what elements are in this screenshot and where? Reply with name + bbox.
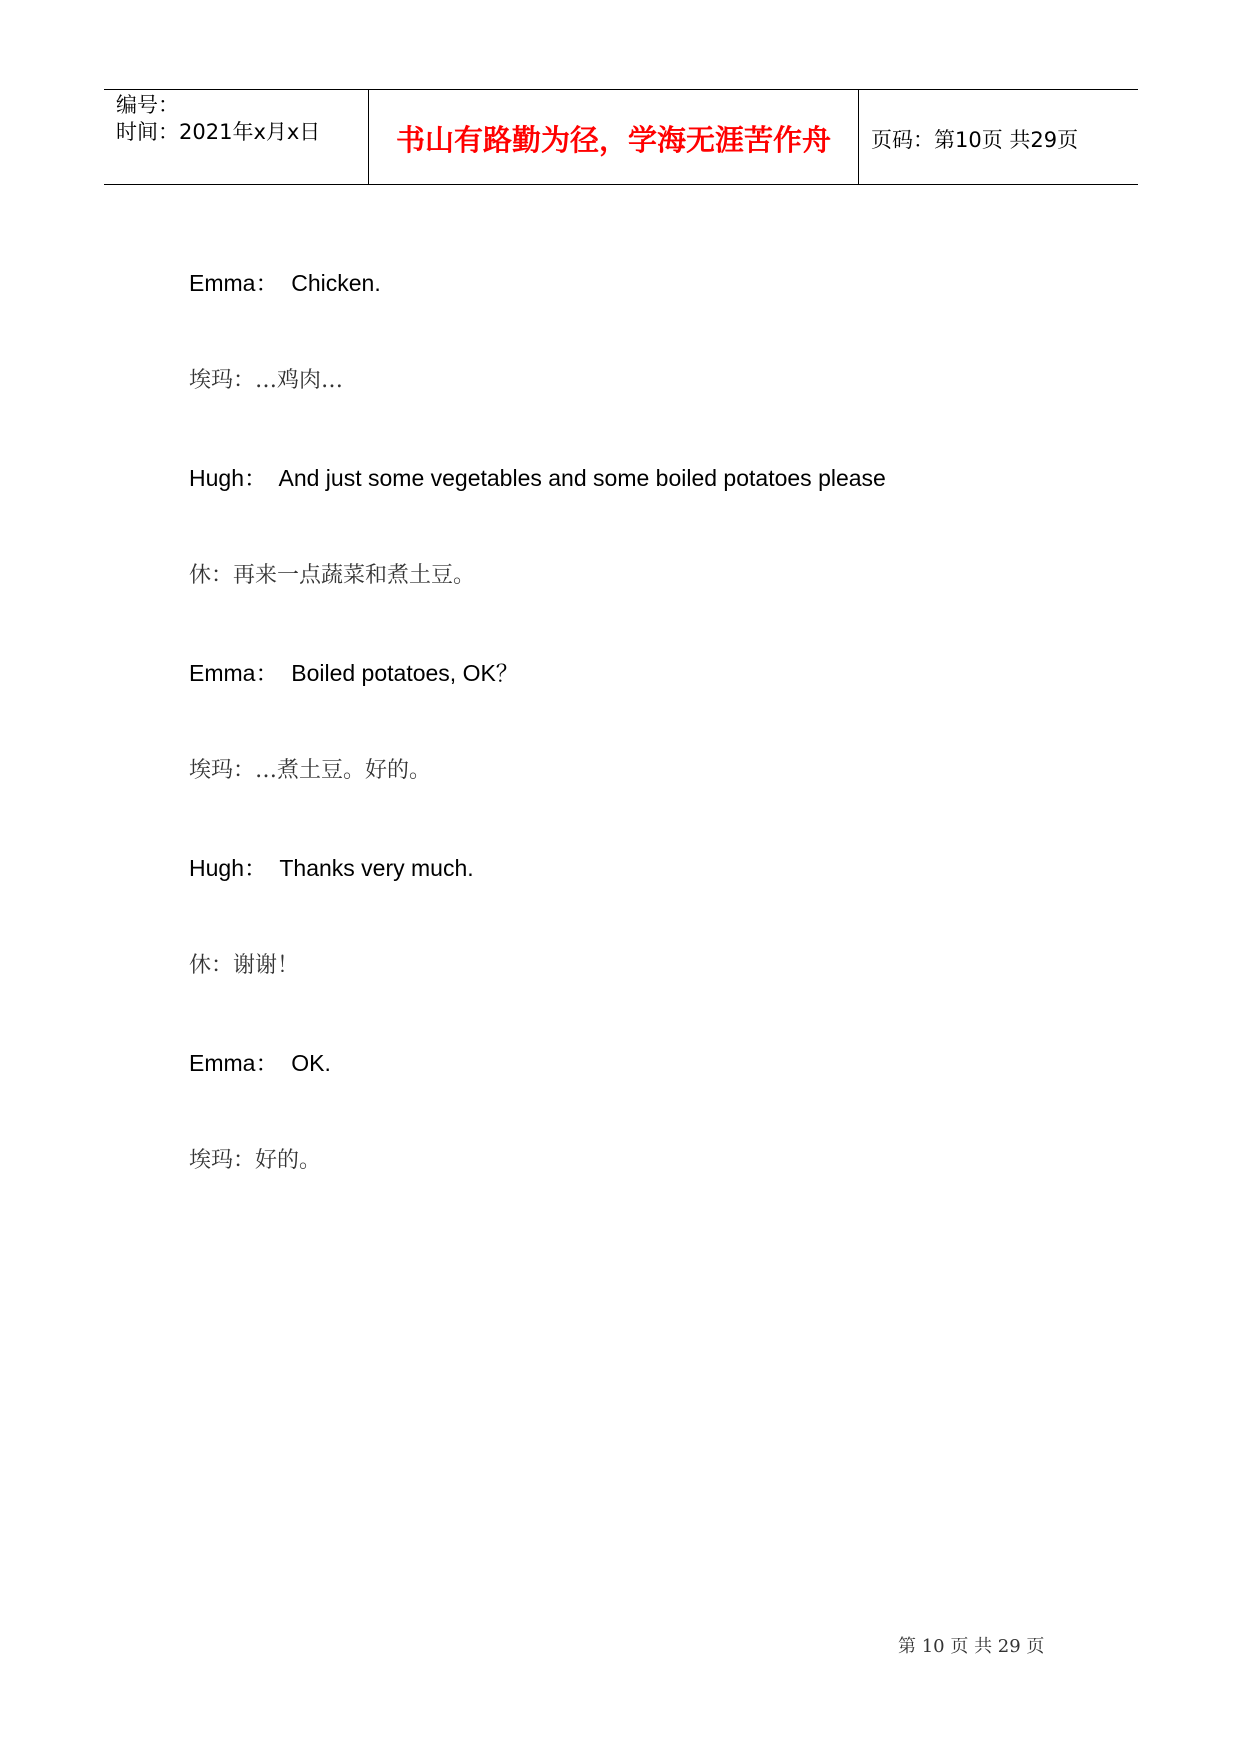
dialogue-line: Emma： Chicken. (189, 270, 381, 296)
header-motto-cell (369, 90, 859, 184)
document-time-label: 时间：2021年x月x日 (116, 120, 321, 144)
dialogue-line: Hugh： And just some vegetables and some boiled potatoes please (189, 465, 886, 491)
dialogue-line: 埃玛：…鸡肉… (189, 368, 344, 393)
dialogue-line: 埃玛：…煮土豆。好的。 (189, 758, 432, 783)
dialogue-line: 休：谢谢！ (189, 953, 300, 978)
dialogue-line: Emma： Boiled potatoes, OK？ (189, 660, 519, 686)
header-page-code: 页码：第10页 共29页 (871, 128, 1079, 152)
dialogue-line: 埃玛：好的。 (189, 1148, 322, 1173)
dialogue-line: 休：再来一点蔬菜和煮土豆。 (189, 563, 476, 588)
dialogue-line: Emma： OK. (189, 1050, 331, 1076)
header-info-cell (104, 90, 369, 184)
header-page-cell (859, 90, 1138, 184)
page-footer: 第 10 页 共 29 页 (898, 1636, 1045, 1657)
page-header (104, 89, 1138, 185)
header-motto: 书山有路勤为径，学海无涯苦作舟 (395, 123, 831, 157)
dialogue-line: Hugh： Thanks very much. (189, 855, 474, 881)
document-number-label: 编号： (116, 93, 179, 117)
